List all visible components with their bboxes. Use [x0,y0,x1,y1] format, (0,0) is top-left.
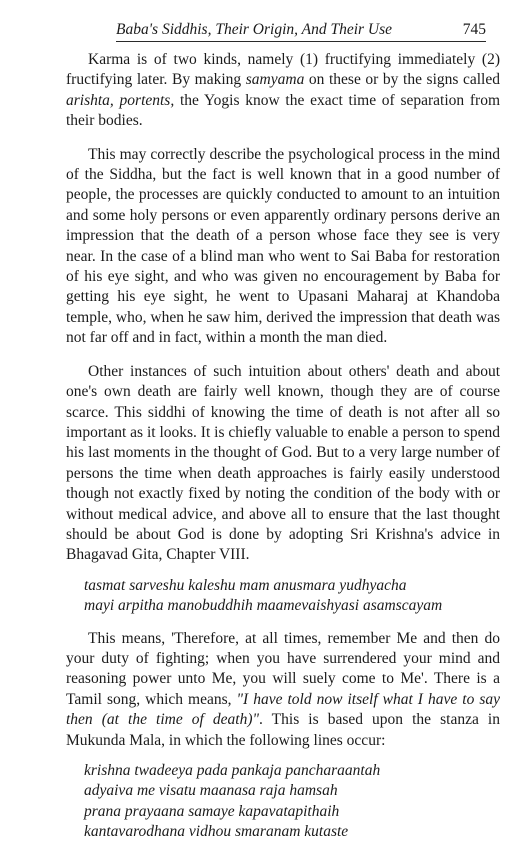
verse-bhagavad-gita [66,576,500,617]
page-header [116,19,486,42]
page-body [66,50,500,855]
verse-line: prana prayaana samaye kapavatapithaih [84,802,340,820]
verse-line: kantavarodhana vidhou smaranam kutaste [84,823,349,841]
verse-mukunda-mala [66,761,500,843]
paragraph-psychological-process: This may correctly describe the psychological process in the mind of the Siddha, but the fact is well known that in a good number of people, the processes are quickly conducted to amount to an intuition and some holy persons or even apparently ordinary persons derive an impression that the death of a person whose face they see is very near. In the case of a blind man who went to Sai Baba for restoration of his eye sight, and who was given no encouragement by Baba for getting his eye sight, he went to Upasani Maharaj at Khandoba temple, who, when he saw him, derived the impression that death was not far off and in fact, within a month the man died. [66,145,500,347]
paragraph-karma: Karma is of two kinds, namely (1) fructifying immediately (2) fructifying later. By making samyama on these or by the signs called arishta, portents, the Yogis know the exact time of separation from their bodies. [66,51,501,130]
verse-line: krishna twadeeya pada pankaja pancharaantah [84,762,381,779]
paragraph-intuition-of-death: Other instances of such intuition about others' death and about one's own death are fairly well known, though they are of course scarce. This siddhi of knowing the time of death is not after all so important as it looks. It is chiefly valuable to enable a person to spend his last moments in the thought of God. But to a very large number of persons the time when death approaches is fairly easily understood though not exactly fixed by noting the condition of the body with or without medical advice, and above all to ensure that the last thought should be about God is done by adopting Sri Krishna's advice in Bhagavad Gita, Chapter VIII. [66,362,500,564]
running-head: Baba's Siddhis, Their Origin, And Their Use [116,21,393,38]
verse-line: tasmat sarveshu kaleshu mam anusmara yudhyacha [84,576,407,594]
page-number: 745 [462,21,486,38]
verse-line: adyaiva me visatu maanasa raja hamsah [84,782,338,800]
verse-line: mayi arpitha manobuddhih maamevaishyasi asamscayam [84,597,443,615]
paragraph-meaning: This means, 'Therefore, at all times, remember Me and then do your duty of fighting; when you have surrendered your mind and reasoning power unto Me, you will suely come to Me'. There is a Tamil song, which means, "I have told now itself what I have to say then (at the time of death)". This is based upon the stanza in Mukunda Mala, in which the following lines occur: [66,629,500,749]
